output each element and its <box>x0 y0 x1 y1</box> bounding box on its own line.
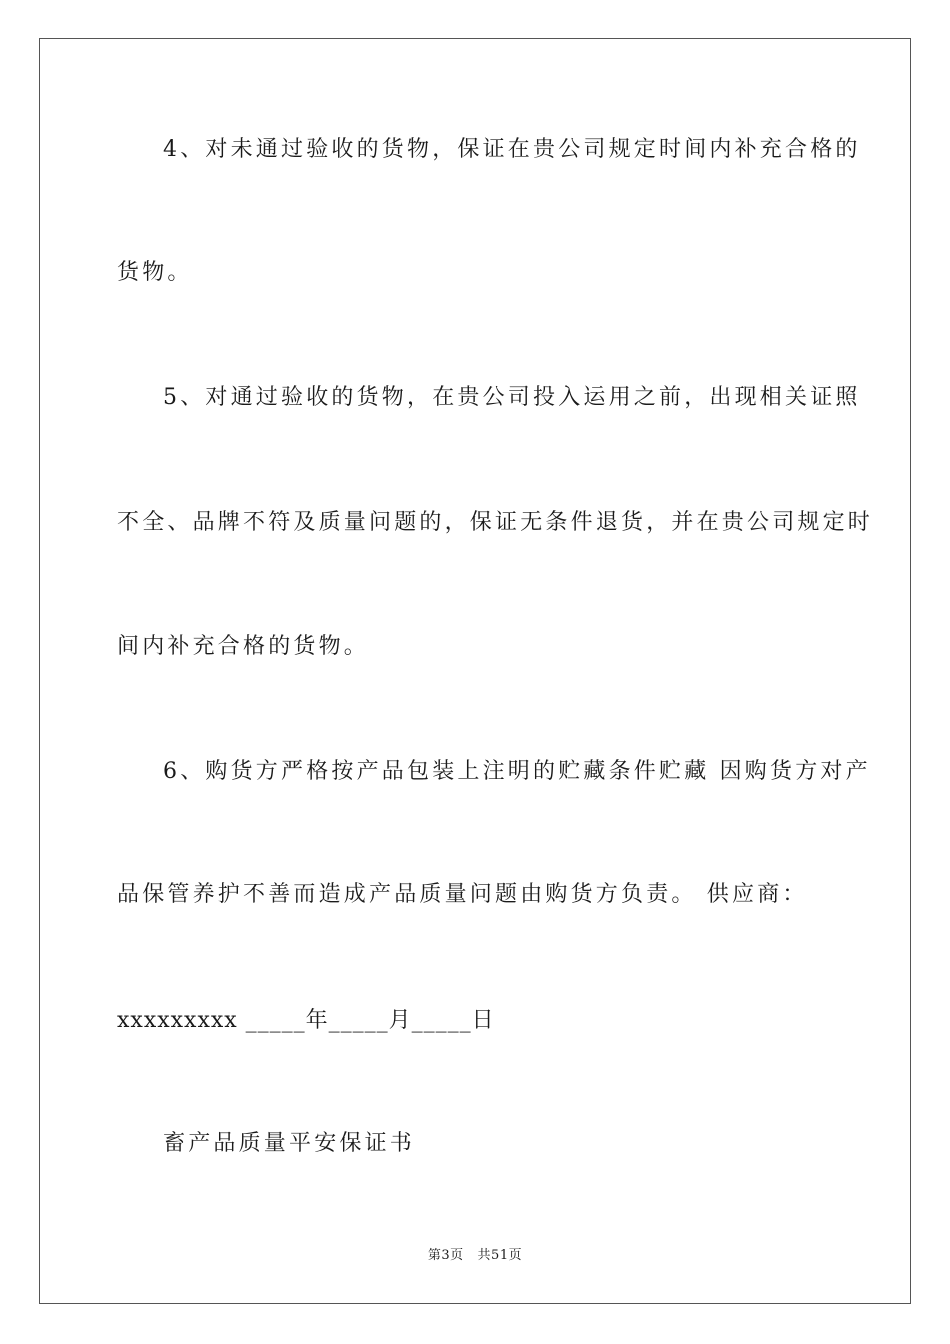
page-number-footer: 第3页 共51页 <box>427 1248 523 1263</box>
paragraph-4-line-1: 4、对未通过验收的货物，保证在贵公司规定时间内补充合格的 <box>163 137 861 162</box>
paragraph-5-line-3: 间内补充合格的货物。 <box>117 634 370 659</box>
section-heading: 畜产品质量平安保证书 <box>163 1131 416 1156</box>
paragraph-5-line-1: 5、对通过验收的货物，在贵公司投入运用之前，出现相关证照 <box>163 385 861 410</box>
paragraph-5-line-2: 不全、品牌不符及质量问题的，保证无条件退货，并在贵公司规定时 <box>117 510 874 535</box>
signature-date-line: xxxxxxxxx _____年_____月_____日 <box>117 1008 495 1033</box>
paragraph-6-line-2: 品保管养护不善而造成产品质量问题由购货方负责。 供应商： <box>117 882 808 907</box>
page-frame <box>39 38 911 1304</box>
paragraph-4-line-2: 货物。 <box>117 260 193 285</box>
paragraph-6-line-1: 6、购货方严格按产品包装上注明的贮藏条件贮藏 因购货方对产 <box>163 759 871 784</box>
